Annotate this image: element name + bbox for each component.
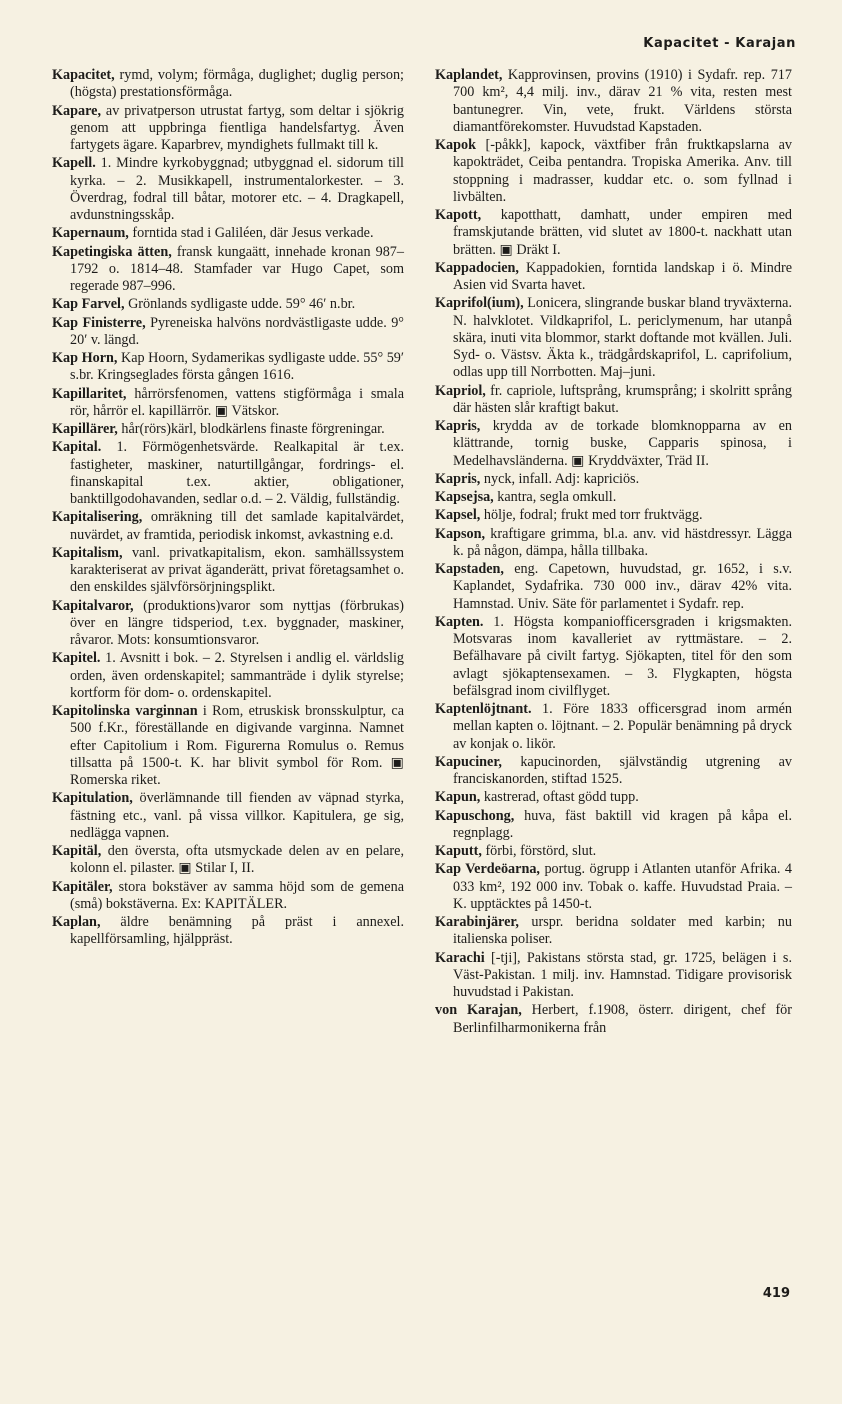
entry-headword: Kapitalisering, bbox=[52, 509, 143, 526]
dictionary-entry bbox=[435, 207, 792, 259]
entry-headword: Kapitäler, bbox=[52, 878, 113, 895]
entry-definition: [-tji], Pakistans största stad, gr. 1725, belägen i s. Väst-Pakistan. 1 milj. inv. Hamnstad. Tidigare provisorisk huvudstad i Pakistan. bbox=[453, 949, 792, 1000]
entry-definition: hår(rörs)kärl, blodkärlens finaste förgreningar. bbox=[117, 421, 385, 437]
entry-definition: rymd, volym; förmåga, duglighet; duglig person; (högsta) prestationsförmåga. bbox=[70, 67, 404, 101]
dictionary-entry bbox=[52, 598, 404, 650]
dictionary-entry bbox=[435, 67, 792, 136]
entry-definition: eng. Capetown, huvudstad, gr. 1652, i s.v. Kaplandet, Sydafrika. 730 000 inv., därav 42% vita. Hamnstad. Univ. Säte för parlamentet i Sydafr. rep. bbox=[453, 561, 792, 612]
dictionary-entry bbox=[435, 137, 792, 206]
entry-definition: 1. Högsta kompaniofficersgraden i krigsmakten. Motsvaras inom kavalleriet av ryttmästare. – 2. Befälhavare på civilt fartyg. Sjökapten, titel för den som avlagt sjökaptensexamen. – 3. Flygkapten, högsta befälsgrad inom civilflyget. bbox=[453, 613, 792, 699]
entry-definition: kraftigare grimma, bl.a. anv. vid hästdressyr. Lägga k. på någon, dämpa, hålla tillbaka. bbox=[453, 525, 792, 559]
entry-headword: Kapetingiska ätten, bbox=[52, 243, 172, 260]
entry-headword: Kaplandet, bbox=[435, 67, 503, 83]
entry-headword: Kapsejsa, bbox=[435, 489, 494, 505]
page-number: 419 bbox=[762, 1286, 790, 1301]
entry-definition: Kap Hoorn, Sydamerikas sydligaste udde. 55° 59′ s.br. Kringseglades första gången 1616. bbox=[70, 350, 405, 384]
dictionary-entry bbox=[435, 489, 792, 506]
entry-definition: urspr. beridna soldater med karbin; nu italienska poliser. bbox=[453, 914, 792, 948]
entry-definition: kapotthatt, damhatt, under empiren med framskjutande brätten, vid slutet av 1800-t. nackhatt utan brätten. ▣ Dräkt I. bbox=[453, 207, 792, 258]
entry-headword: Kapsel, bbox=[435, 507, 481, 524]
dictionary-entry bbox=[435, 789, 792, 806]
entry-headword: Kapris, bbox=[435, 470, 481, 487]
dictionary-entry bbox=[435, 260, 792, 295]
entry-definition: Kapprovinsen, provins (1910) i Sydafr. rep. 717 700 km², 4,4 milj. inv., därav 21 % vita, resten mest bantunegrer. Vin, vete, frukt. Världens största diamantförekomster. Huvudstad Kapstaden. bbox=[453, 67, 792, 135]
entry-headword: Kaputt, bbox=[435, 843, 482, 859]
entry-definition: Kappadokien, forntida landskap i ö. Mindre Asien vid Svarta havet. bbox=[453, 259, 792, 293]
entry-headword: Kap Horn, bbox=[52, 350, 118, 366]
dictionary-entry bbox=[435, 843, 792, 860]
entry-definition: forntida stad i Galiléen, där Jesus verkade. bbox=[128, 225, 374, 242]
entry-definition: nyck, infall. Adj: kapriciös. bbox=[480, 470, 640, 487]
entry-definition: i Rom, etruskisk bronsskulptur, ca 500 f.Kr., föreställande en digivande varginna. Namnet efter Capitolium i Rom. Figurerna Romulus o. Remus tillsatta på 1500-t. K. har blivit symbol för Rom. ▣ Romerska riket. bbox=[70, 703, 404, 788]
entry-definition: Pyreneiska halvöns nordvästligaste udde. 9° 20′ v. längd. bbox=[70, 314, 404, 348]
entry-definition: 1. Mindre kyrkobyggnad; utbyggnad el. sidorum till kyrka. – 2. Musikkapell, instrumentalorkester. – 3. Överdrag, fodral till båtar, motorer etc. – 4. Dragkapell, avdunstningsskåp. bbox=[70, 155, 404, 223]
entry-headword: Kapuciner, bbox=[435, 753, 502, 770]
entry-headword: Kapitalvaror, bbox=[52, 597, 134, 614]
left-column bbox=[52, 67, 404, 950]
entry-definition: av privatperson utrustat fartyg, som deltar i sjökrig genom att uppbringa fientliga handelsfartyg. Även fartygets ägare. Kaparbrev, myndighets fullmakt till k. bbox=[70, 102, 404, 153]
dictionary-entry bbox=[435, 808, 792, 843]
dictionary-entry bbox=[52, 439, 404, 508]
dictionary-entry bbox=[52, 509, 404, 544]
entry-headword: Karachi bbox=[435, 949, 485, 966]
entry-headword: Kaplan, bbox=[52, 914, 101, 930]
dictionary-entry bbox=[52, 879, 404, 914]
entry-headword: Kapuschong, bbox=[435, 807, 515, 824]
dictionary-entry bbox=[435, 526, 792, 561]
entry-definition: äldre benämning på präst i annexel. kapellförsamling, hjälppräst. bbox=[70, 914, 404, 948]
entry-headword: Kapitel. bbox=[52, 650, 101, 667]
dictionary-entry bbox=[52, 545, 404, 597]
entry-definition: hårrörsfenomen, vattens stigförmåga i smala rör, hårrör el. kapillärrör. ▣ Vätskor. bbox=[70, 385, 404, 419]
entry-headword: Kappadocien, bbox=[435, 259, 519, 276]
entry-headword: Kapare, bbox=[52, 102, 101, 119]
dictionary-entry bbox=[52, 103, 404, 155]
entry-definition: fr. capriole, luftsprång, krumsprång; i skolritt språng där hästen slår kraftigt bakut. bbox=[453, 382, 792, 416]
entry-definition: huva, fäst baktill vid kragen på kåpa el. regnplagg. bbox=[453, 807, 792, 841]
entry-headword: Kapitolinska varginnan bbox=[52, 703, 198, 719]
entry-headword: von Karajan, bbox=[435, 1002, 522, 1019]
entry-definition: fransk kungaätt, innehade kronan 987–1792 o. 1814–48. Stamfader var Hugo Capet, som regerade 987–996. bbox=[70, 243, 404, 294]
entry-headword: Kapernaum, bbox=[52, 225, 129, 242]
dictionary-entry bbox=[52, 315, 404, 350]
dictionary-entry bbox=[52, 843, 404, 878]
entry-headword: Kapson, bbox=[435, 525, 486, 542]
entry-definition: omräkning till det samlade kapitalvärdet, nuvärdet, av framtida, periodisk inkomst, avkastning e.d. bbox=[70, 509, 404, 543]
dictionary-entry bbox=[435, 295, 792, 381]
dictionary-entry bbox=[52, 296, 404, 313]
dictionary-entry bbox=[435, 507, 792, 524]
entry-headword: Kapillaritet, bbox=[52, 385, 127, 402]
entry-headword: Kaptenlöjtnant. bbox=[435, 701, 532, 717]
dictionary-entry bbox=[52, 703, 404, 789]
dictionary-entry bbox=[435, 950, 792, 1002]
entry-definition: Grönlands sydligaste udde. 59° 46′ n.br. bbox=[124, 296, 356, 313]
dictionary-entry bbox=[435, 471, 792, 488]
dictionary-entry bbox=[52, 421, 404, 438]
entry-definition: krydda av de torkade blomknopparna av en klättrande, tornig buske, Capparis spinosa, i Medelhavsländerna. ▣ Kryddväxter, Träd II. bbox=[453, 418, 792, 469]
entry-definition: förbi, förstörd, slut. bbox=[481, 843, 597, 859]
entry-headword: Kapott, bbox=[435, 207, 482, 223]
entry-headword: Kapell. bbox=[52, 155, 96, 172]
entry-headword: Kap Finisterre, bbox=[52, 314, 146, 331]
entry-headword: Kaprifol(ium), bbox=[435, 295, 524, 312]
dictionary-entry bbox=[52, 790, 404, 842]
entry-headword: Kapital. bbox=[52, 439, 102, 456]
dictionary-entry bbox=[435, 754, 792, 789]
entry-headword: Kapstaden, bbox=[435, 561, 504, 577]
dictionary-entry bbox=[52, 225, 404, 242]
dictionary-entry bbox=[435, 701, 792, 753]
entry-headword: Kapitulation, bbox=[52, 790, 133, 807]
entry-definition: stora bokstäver av samma höjd som de gemena (små) bokstäverna. Ex: KAPITÄLER. bbox=[70, 878, 404, 912]
dictionary-entry bbox=[435, 861, 792, 913]
right-column bbox=[435, 67, 792, 1038]
dictionary-entry bbox=[52, 386, 404, 421]
dictionary-entry bbox=[435, 614, 792, 700]
dictionary-entry bbox=[52, 650, 404, 702]
entry-definition: Lonicera, slingrande buskar bland tryväxterna. N. halvklotet. Vildkaprifol, L. periclymenum, har utanpå skära, inuti vita blommor, starkt doftande mot kvällen. Juli. Syd- o. Västsv. Äkta k., trädgårdskaprifol, L. caprifolium, odlas upp till Norrbotten. Maj–juni. bbox=[453, 295, 792, 381]
entry-headword: Kapriol, bbox=[435, 382, 486, 399]
entry-definition: portug. ögrupp i Atlanten utanför Afrika. 4 033 km², 192 000 inv. Tobak o. kaffe. Huvudstad Praia. – K. upptäcktes på 1450-t. bbox=[453, 861, 792, 912]
entry-headword: Kapok bbox=[435, 137, 477, 153]
dictionary-entry bbox=[435, 418, 792, 470]
entry-definition: den översta, ofta utsmyckade delen av en pelare, kolonn el. pilaster. ▣ Stilar I, II. bbox=[70, 843, 404, 877]
dictionary-entry bbox=[435, 383, 792, 418]
entry-definition: kapucinorden, självständig utgrening av franciskanorden, stiftad 1525. bbox=[453, 753, 792, 787]
running-head: Kapacitet - Karajan bbox=[643, 36, 796, 51]
entry-headword: Kap Farvel, bbox=[52, 296, 125, 313]
entry-definition: 1. Före 1833 officersgrad inom armén mellan kapten o. löjtnant. – 2. Populär benämning på dryck av konjak o. likör. bbox=[453, 701, 792, 752]
entry-definition: vanl. privatkapitalism, ekon. samhällssystem karakteriserat av privat äganderätt, privat företagsamhet o. den enskildes självförsörjningsplikt. bbox=[70, 544, 404, 596]
dictionary-entry bbox=[52, 67, 404, 102]
dictionary-entry bbox=[435, 914, 792, 949]
dictionary-entry bbox=[52, 244, 404, 296]
entry-headword: Kapten. bbox=[435, 613, 484, 630]
entry-definition: kantra, segla omkull. bbox=[493, 489, 617, 505]
entry-headword: Kapris, bbox=[435, 418, 481, 434]
entry-headword: Kapacitet, bbox=[52, 67, 115, 83]
dictionary-entry bbox=[52, 350, 404, 385]
dictionary-entry bbox=[435, 561, 792, 613]
entry-definition: överlämnande till fienden av väpnad styrka, fästning etc., vanl. på vissa villkor. Kapitulera, ge sig, nedlägga vapnen. bbox=[70, 790, 404, 841]
entry-definition: (produktions)varor som nyttjas (förbrukas) över en längre tidsperiod, t.ex. byggnader, maskiner, råvaror. Mots: konsumtionsvaror. bbox=[70, 597, 404, 648]
entry-headword: Kapitalism, bbox=[52, 544, 123, 561]
entry-headword: Kapun, bbox=[435, 789, 481, 806]
entry-definition: 1. Förmögenhetsvärde. Realkapital är t.ex. fastigheter, maskiner, naturtillgångar, fordrings- el. finanskapital t.ex. aktier, obligationer, banktillgodohavanden, sedlar o.d. – 2. Väldig, fullständig. bbox=[70, 439, 404, 507]
entry-headword: Karabinjärer, bbox=[435, 914, 519, 930]
entry-definition: kastrerad, oftast gödd tupp. bbox=[480, 789, 639, 806]
dictionary-entry bbox=[52, 914, 404, 949]
entry-headword: Kapillärer, bbox=[52, 421, 118, 437]
entry-definition: 1. Avsnitt i bok. – 2. Styrelsen i andlig el. världslig orden, även ordenskapitel; sammanträde i dylik styrelse; kortform för dom- o. ordenskapitel. bbox=[70, 650, 404, 701]
entry-headword: Kapitäl, bbox=[52, 843, 102, 859]
entry-definition: [-påkk], kapock, växtfiber från fruktkapslarna av kapokträdet, Ceiba pentandra. Tropiska Amerika. Anv. till stoppning i madrasser, kuddar etc. o. som fyllnad i livbälten. bbox=[453, 137, 792, 205]
entry-definition: Herbert, f.1908, österr. dirigent, chef för Berlinfilharmonikerna från bbox=[453, 1002, 792, 1036]
entry-headword: Kap Verdeöarna, bbox=[435, 861, 540, 878]
dictionary-entry bbox=[435, 1002, 792, 1037]
dictionary-entry bbox=[52, 155, 404, 224]
entry-definition: hölje, fodral; frukt med torr fruktvägg. bbox=[480, 507, 703, 524]
